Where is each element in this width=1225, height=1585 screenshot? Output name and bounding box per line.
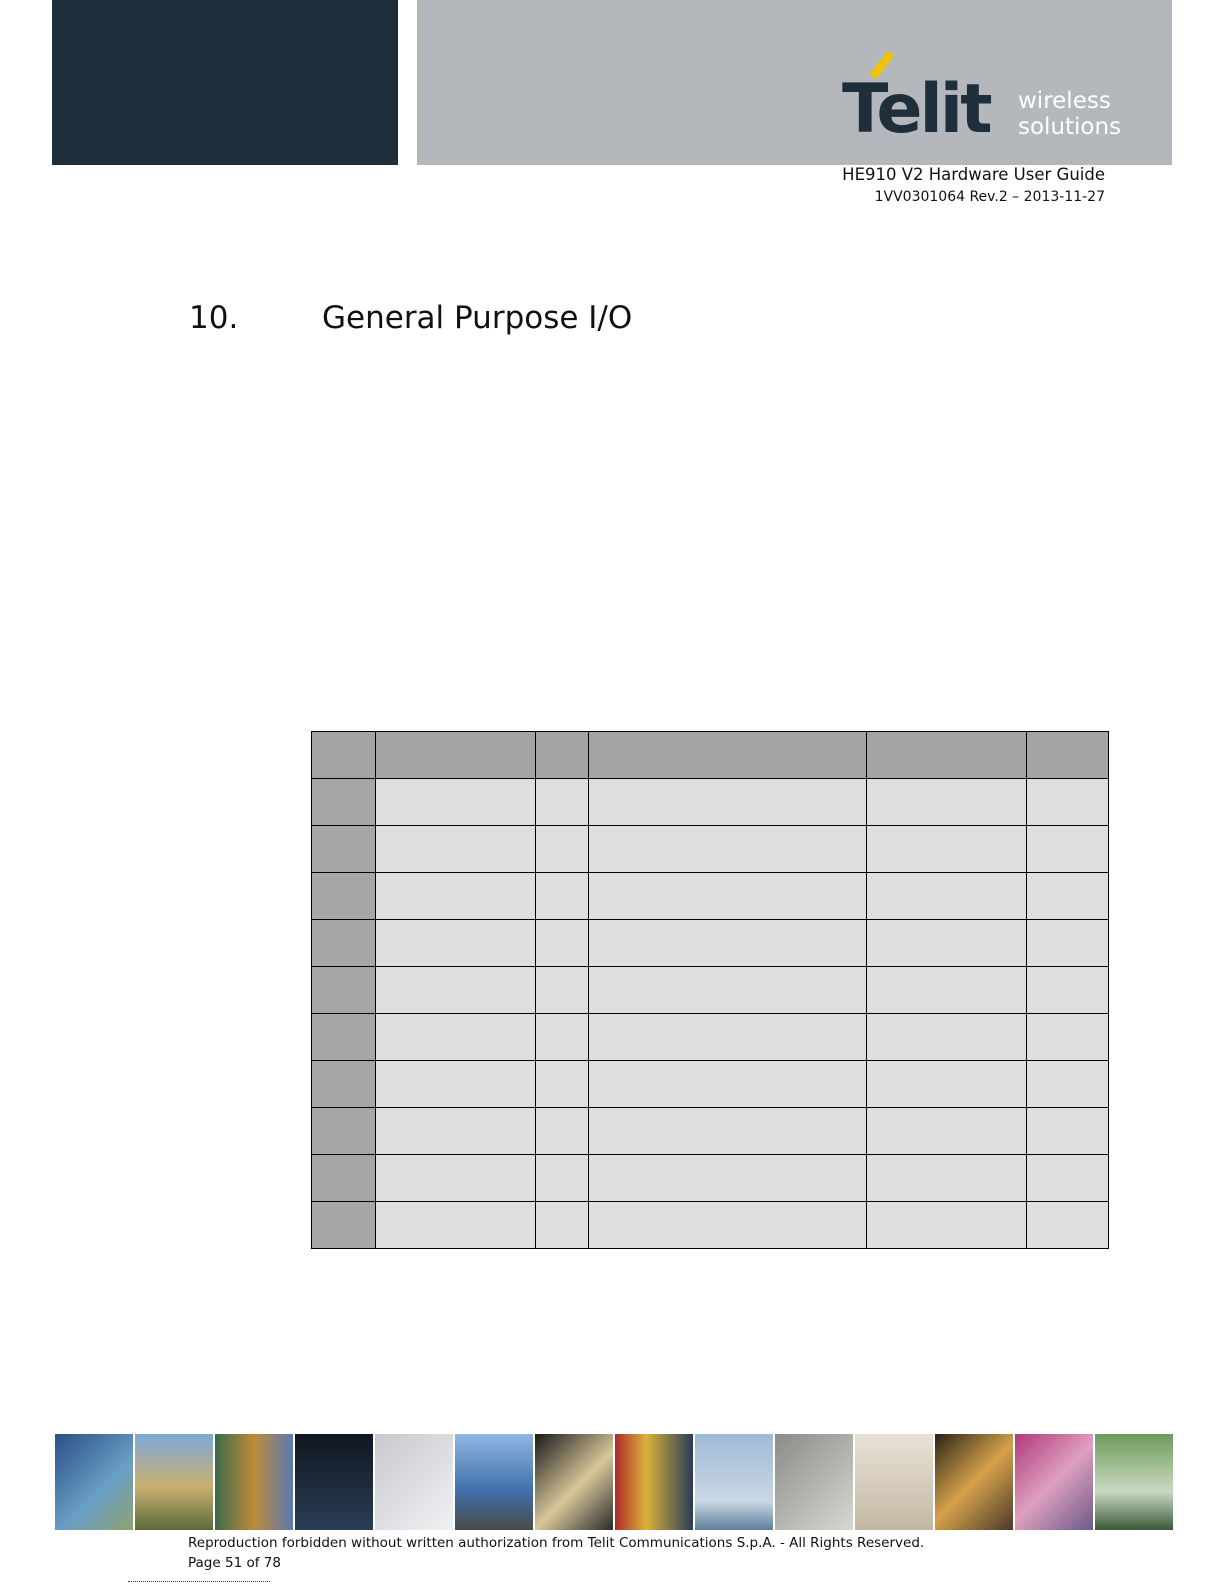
table-cell [589,920,867,967]
table-cell [536,826,589,873]
table-cell [376,1202,536,1249]
table-row [312,1202,1109,1249]
table-cell [867,873,1027,920]
header-dark-panel [52,0,398,165]
table-cell [312,967,376,1014]
logo-wordmark: Telit [842,70,990,149]
footer-photo-departure-board [295,1434,373,1530]
table-cell [589,1108,867,1155]
table-row [312,779,1109,826]
table-row [312,967,1109,1014]
footer-photo-wind-turbines [695,1434,773,1530]
table-cell [536,1155,589,1202]
section-title: General Purpose I/O [322,300,633,336]
table-cell [589,1202,867,1249]
table-header-cell [589,732,867,779]
footer-photo-security-camera [1095,1434,1173,1530]
footer-photo-cyclist [455,1434,533,1530]
table-cell [536,873,589,920]
footer-page-number: Page 51 of 78 [188,1555,281,1571]
table-cell [376,873,536,920]
table-cell [312,873,376,920]
table-cell [312,1155,376,1202]
table-cell [312,1014,376,1061]
table-row [312,1061,1109,1108]
table-cell [312,826,376,873]
section-number: 10. [189,300,239,336]
logo-tagline-line-1: wireless [1018,88,1111,114]
table-row [312,1108,1109,1155]
table-row [312,826,1109,873]
table-cell [589,1155,867,1202]
table-cell [867,1061,1027,1108]
table-cell [589,1014,867,1061]
table-cell [867,1202,1027,1249]
table-cell [589,873,867,920]
table-cell [536,1061,589,1108]
table-cell [867,826,1027,873]
footer-link-underline [128,1581,270,1582]
table-row [312,1014,1109,1061]
logo-tagline-line-2: solutions [1018,114,1122,140]
table-cell [589,1061,867,1108]
table-cell [1027,920,1109,967]
table-cell [312,779,376,826]
footer-photo-power-lines [855,1434,933,1530]
table-header-cell [312,732,376,779]
table-cell [376,1108,536,1155]
table-cell [536,920,589,967]
table-cell [1027,1108,1109,1155]
table-cell [312,1202,376,1249]
table-header-cell [1027,732,1109,779]
table-cell [536,779,589,826]
table-row [312,1155,1109,1202]
table-cell [312,920,376,967]
table-cell [536,1014,589,1061]
footer-photo-keyboard [375,1434,453,1530]
table-cell [1027,1014,1109,1061]
table-cell [376,1061,536,1108]
table-header-cell [867,732,1027,779]
telit-logo [842,46,1142,149]
gpio-table [311,731,1109,1249]
table-cell [589,779,867,826]
footer-photo-vending [615,1434,693,1530]
footer-photo-station [935,1434,1013,1530]
document-reference: 1VV0301064 Rev.2 – 2013-11-27 [874,189,1105,205]
table-cell [536,967,589,1014]
table-cell [536,1202,589,1249]
table-cell [312,1061,376,1108]
table-cell [1027,1155,1109,1202]
table-cell [1027,967,1109,1014]
table-cell [1027,779,1109,826]
table-cell [376,920,536,967]
footer-photo-containers [215,1434,293,1530]
table-cell [376,826,536,873]
footer-photo-printing [1015,1434,1093,1530]
table-cell [376,1014,536,1061]
logo-tagline [1018,88,1121,140]
document-title: HE910 V2 Hardware User Guide [842,165,1105,184]
table-cell [589,826,867,873]
footer-photo-emergency-phone [135,1434,213,1530]
table-cell [867,1014,1027,1061]
footer-photo-strip [55,1434,1173,1530]
table-cell [312,1108,376,1155]
table-header-cell [536,732,589,779]
table-cell [1027,1202,1109,1249]
footer-photo-card-reader [535,1434,613,1530]
table-cell [1027,873,1109,920]
table-cell [1027,1061,1109,1108]
footer-copyright-notice: Reproduction forbidden without written authorization from Telit Communications S.p.A. - All Rights Reserved. [188,1535,925,1551]
footer-photo-meters [775,1434,853,1530]
table-cell [589,967,867,1014]
table-row [312,920,1109,967]
table-cell [376,1155,536,1202]
table-cell [376,967,536,1014]
table-header-row [312,732,1109,779]
table-cell [536,1108,589,1155]
table-cell [867,779,1027,826]
table-row [312,873,1109,920]
table-cell [867,920,1027,967]
footer-photo-traffic [55,1434,133,1530]
table-cell [376,779,536,826]
table-header-cell [376,732,536,779]
table-cell [867,1108,1027,1155]
table-cell [867,1155,1027,1202]
table-cell [867,967,1027,1014]
table-cell [1027,826,1109,873]
